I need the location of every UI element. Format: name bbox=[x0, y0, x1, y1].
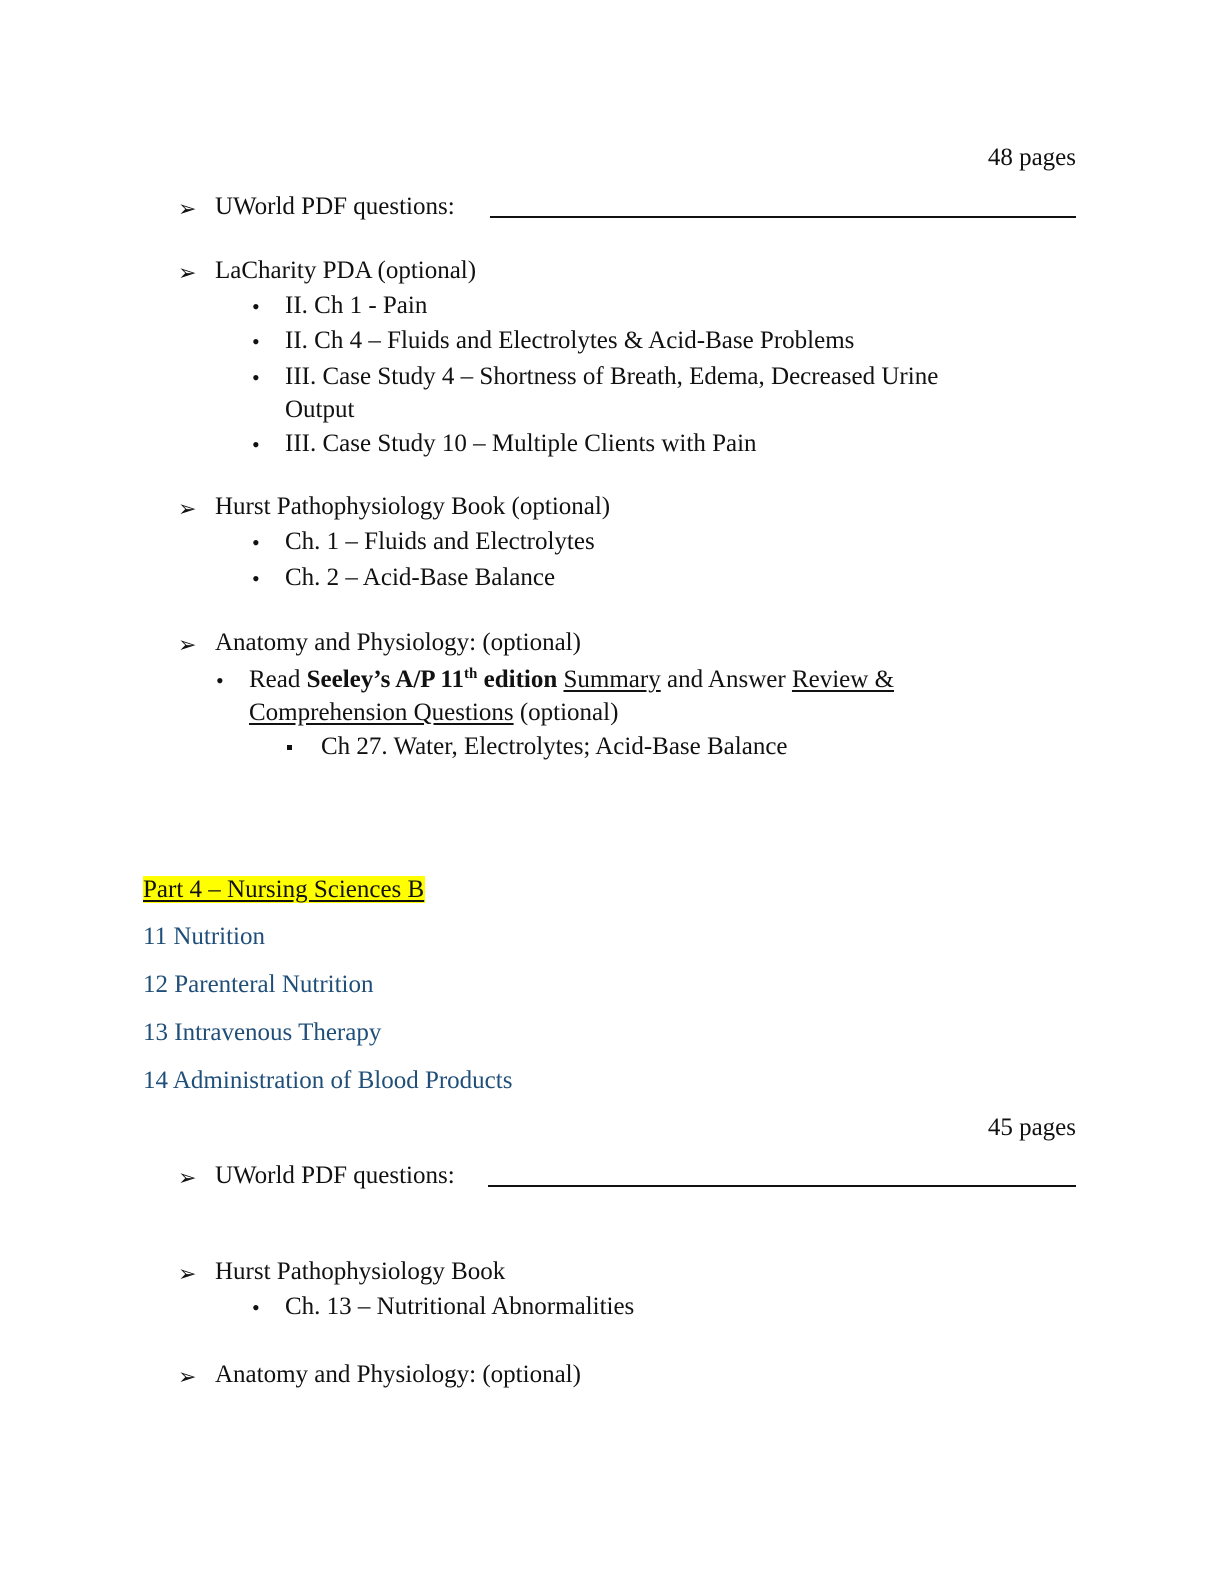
list-item: III. Case Study 10 – Multiple Clients with Pain bbox=[285, 430, 757, 457]
chapter-link[interactable]: 12 Parenteral Nutrition bbox=[143, 971, 374, 998]
seeley-read-line-2 bbox=[249, 699, 618, 728]
chapter-link[interactable]: 11 Nutrition bbox=[143, 923, 265, 950]
arrow-bullet-icon: ➢ bbox=[178, 1165, 197, 1190]
read-prefix: Read bbox=[249, 666, 307, 693]
list-item-continuation: Output bbox=[285, 396, 355, 423]
bullet-icon: • bbox=[252, 530, 260, 555]
review-link-part1[interactable]: Review & bbox=[791, 666, 895, 693]
chapter-link[interactable]: 13 Intravenous Therapy bbox=[143, 1019, 382, 1046]
bullet-icon: • bbox=[252, 329, 260, 354]
edition-superscript: th bbox=[464, 666, 478, 682]
arrow-bullet-icon: ➢ bbox=[178, 1261, 197, 1286]
list-item: Ch 27. Water, Electrolytes; Acid-Base Balance bbox=[321, 733, 788, 760]
uworld-answer-line[interactable] bbox=[488, 1185, 1076, 1187]
arrow-bullet-icon: ➢ bbox=[178, 496, 197, 521]
hurst-heading: Hurst Pathophysiology Book (optional) bbox=[215, 493, 611, 520]
arrow-bullet-icon: ➢ bbox=[178, 632, 197, 657]
page-count-48: 48 pages bbox=[987, 144, 1076, 171]
part-title bbox=[143, 876, 425, 905]
summary-link[interactable]: Summary bbox=[563, 666, 661, 693]
review-link-part2[interactable]: Comprehension Questions bbox=[249, 699, 514, 726]
bullet-icon: • bbox=[252, 365, 260, 390]
arrow-bullet-icon: ➢ bbox=[178, 196, 197, 221]
list-item: Ch. 13 – Nutritional Abnormalities bbox=[285, 1293, 635, 1320]
arrow-bullet-icon: ➢ bbox=[178, 1364, 197, 1389]
chapter-link[interactable]: 14 Administration of Blood Products bbox=[143, 1067, 513, 1094]
square-bullet-icon bbox=[287, 745, 292, 750]
lacharity-heading: LaCharity PDA (optional) bbox=[215, 257, 477, 284]
list-item: Ch. 2 – Acid-Base Balance bbox=[285, 564, 556, 591]
hurst-heading: Hurst Pathophysiology Book bbox=[215, 1258, 506, 1285]
bullet-icon: • bbox=[216, 668, 224, 693]
bullet-icon: • bbox=[252, 432, 260, 457]
arrow-bullet-icon: ➢ bbox=[178, 260, 197, 285]
list-item: III. Case Study 4 – Shortness of Breath, Edema, Decreased Urine bbox=[285, 363, 939, 390]
optional-text: (optional) bbox=[513, 699, 619, 726]
anatomy-heading: Anatomy and Physiology: (optional) bbox=[215, 629, 581, 656]
bullet-icon: • bbox=[252, 1295, 260, 1320]
and-answer-text: and Answer bbox=[660, 666, 792, 693]
uworld-answer-line[interactable] bbox=[490, 216, 1076, 218]
anatomy-heading: Anatomy and Physiology: (optional) bbox=[215, 1361, 581, 1388]
list-item: II. Ch 4 – Fluids and Electrolytes & Acid-Base Problems bbox=[285, 327, 855, 354]
page-count-45: 45 pages bbox=[987, 1114, 1076, 1141]
uworld-label: UWorld PDF questions: bbox=[215, 1162, 455, 1189]
part-title-highlight: Part 4 – Nursing Sciences B bbox=[143, 876, 425, 903]
uworld-label: UWorld PDF questions: bbox=[215, 193, 455, 220]
edition-word: edition bbox=[477, 666, 558, 693]
seeley-read-line bbox=[249, 666, 894, 695]
list-item: II. Ch 1 - Pain bbox=[285, 292, 428, 319]
bullet-icon: • bbox=[252, 566, 260, 591]
list-item: Ch. 1 – Fluids and Electrolytes bbox=[285, 528, 595, 555]
book-title: Seeley’s A/P 11 bbox=[306, 666, 465, 693]
bullet-icon: • bbox=[252, 294, 260, 319]
